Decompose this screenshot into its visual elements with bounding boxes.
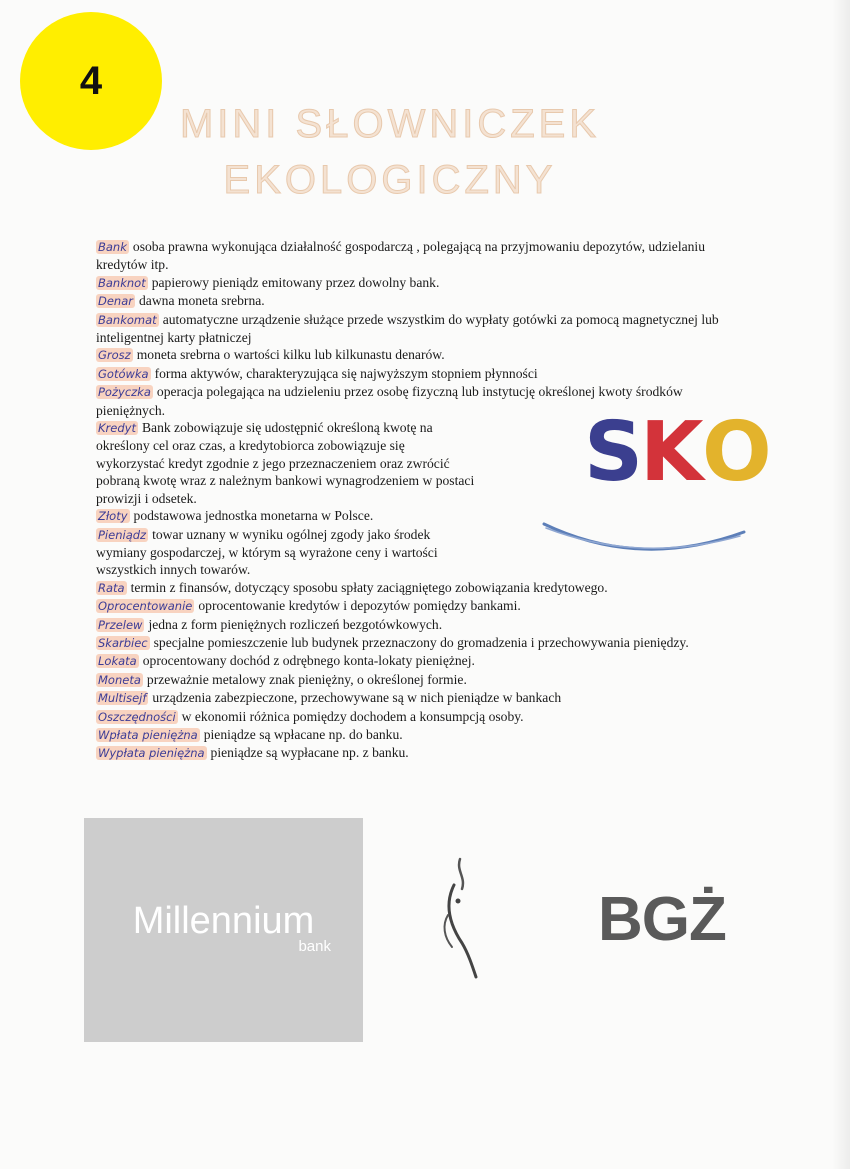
glossary-entry	[96, 365, 726, 383]
glossary-term: Oszczędności	[98, 709, 176, 724]
glossary-term: Bankomat	[98, 312, 157, 327]
glossary-term: Banknot	[98, 275, 146, 290]
millennium-bank-logo	[84, 818, 363, 1042]
glossary-term: Pieniądz	[98, 527, 147, 542]
glossary-entry	[96, 634, 726, 652]
millennium-logo-name: Millennium	[132, 900, 315, 942]
glossary-term: Pożyczka	[98, 385, 151, 400]
glossary-entry	[96, 526, 476, 579]
glossary-term: Lokata	[98, 654, 137, 669]
glossary-entry	[96, 238, 726, 274]
glossary-term: Kredyt	[98, 421, 136, 436]
glossary-term: Gotówka	[98, 366, 149, 381]
glossary-entry	[96, 419, 476, 507]
glossary-entry	[96, 292, 726, 310]
glossary-entry	[96, 652, 726, 670]
glossary-definition: jedna z form pieniężnych rozliczeń bezgotówkowych.	[148, 616, 443, 632]
glossary-term: Rata	[98, 580, 125, 595]
glossary-definition: papierowy pieniądz emitowany przez dowolny bank.	[151, 274, 440, 290]
glossary-term: Denar	[98, 294, 133, 309]
glossary-definition: w ekonomii różnica pomiędzy dochodem a konsumpcją osoby.	[181, 708, 524, 724]
glossary-definition: pieniądze są wpłacane np. do banku.	[203, 726, 403, 742]
sko-letter-s: S	[584, 405, 644, 500]
glossary-term: Bank	[98, 240, 127, 254]
glossary-definition: Bank zobowiązuje się udostępnić określoną kwotę na określony cel oraz czas, a kredytobiorca zobowiązuje się wykorzystać kredyt zgodnie z jego przeznaczeniem oraz zwrócić pobraną kwotę wraz z należnym bankowi wynagrodzeniem w postaci prowizji i odsetek.	[96, 420, 475, 506]
glossary-entry	[96, 616, 726, 634]
glossary-term: Skarbiec	[98, 635, 148, 650]
glossary-definition: oprocentowany dochód z odrębnego konta-lokaty pieniężnej.	[142, 653, 475, 669]
glossary-definition: urządzenia zabezpieczone, przechowywane są w nich pieniądze w bankach	[152, 690, 562, 706]
glossary-entry	[96, 726, 726, 744]
glossary-entry	[96, 708, 726, 726]
glossary-entry	[96, 579, 726, 597]
glossary-definition: dawna moneta srebrna.	[139, 293, 265, 309]
glossary-entry	[96, 671, 726, 689]
page-title-line-1: MINI SŁOWNICZEK	[179, 102, 601, 146]
smile-drawing	[540, 510, 750, 570]
glossary-term: Złoty	[98, 509, 128, 524]
page-number: 4	[79, 58, 103, 103]
glossary-definition: podstawowa jednostka monetarna w Polsce.	[133, 508, 374, 524]
sko-drawing	[540, 405, 772, 570]
glossary-term: Wypłata pieniężna	[98, 746, 205, 761]
glossary-definition: przeważnie metalowy znak pieniężny, o określonej formie.	[146, 671, 467, 687]
page-edge-shadow	[832, 0, 850, 1169]
glossary-term: Przelew	[98, 617, 143, 632]
sko-letter-o: O	[702, 405, 772, 500]
glossary-entry	[96, 311, 726, 347]
glossary-definition: towar uznany w wyniku ogólnej zgody jako środek wymiany gospodarczej, w którym są wyrażone ceny i wartości wszystkich innych towarów.	[96, 526, 438, 578]
glossary-definition: pieniądze są wypłacane np. z banku.	[210, 745, 409, 761]
glossary-term: Wpłata pieniężna	[98, 727, 198, 742]
glossary-entry	[96, 689, 726, 707]
glossary-definition: oprocentowanie kredytów i depozytów pomiędzy bankami.	[198, 598, 521, 614]
glossary-definition: termin z finansów, dotyczący sposobu spłaty zaciągniętego zobowiązania kredytowego.	[130, 579, 608, 595]
glossary-term: Oprocentowanie	[98, 599, 193, 614]
glossary-definition: specjalne pomieszczenie lub budynek przeznaczony do gromadzenia i przechowywania pieniędzy.	[153, 634, 689, 650]
glossary-entry	[96, 597, 726, 615]
bgz-bank-logo: BGŻ	[598, 885, 726, 954]
millennium-logo-sub: bank	[298, 938, 331, 955]
glossary-definition: automatyczne urządzenie służące przede wszystkim do wypłaty gotówki za pomocą magnetycznej lub inteligentnej karty płatniczej	[96, 311, 719, 346]
glossary-entry	[96, 744, 726, 762]
glossary-entry	[96, 507, 476, 525]
glossary-definition: moneta srebrna o wartości kilku lub kilkunastu denarów.	[136, 347, 445, 363]
glossary-definition: operacja polegająca na udzieleniu przez osobę fizyczną lub instytucję określonej kwoty środków pieniężnych.	[96, 384, 683, 418]
glossary-term: Grosz	[98, 348, 131, 363]
page-title-line-2: EKOLOGICZNY	[223, 158, 557, 202]
glossary-entry	[96, 274, 726, 292]
glossary-term: Moneta	[98, 672, 141, 687]
sko-letter-k: K	[640, 405, 704, 500]
glossary-definition: osoba prawna wykonująca działalność gospodarczą , polegającą na przyjmowaniu depozytów, udzielaniu kredytów itp.	[96, 239, 705, 273]
glossary-term: Multisejf	[98, 691, 147, 706]
figure-logo-icon	[436, 855, 486, 980]
glossary-entry	[96, 346, 726, 364]
glossary-definition: forma aktywów, charakteryzująca się najwyższym stopniem płynności	[154, 365, 538, 381]
